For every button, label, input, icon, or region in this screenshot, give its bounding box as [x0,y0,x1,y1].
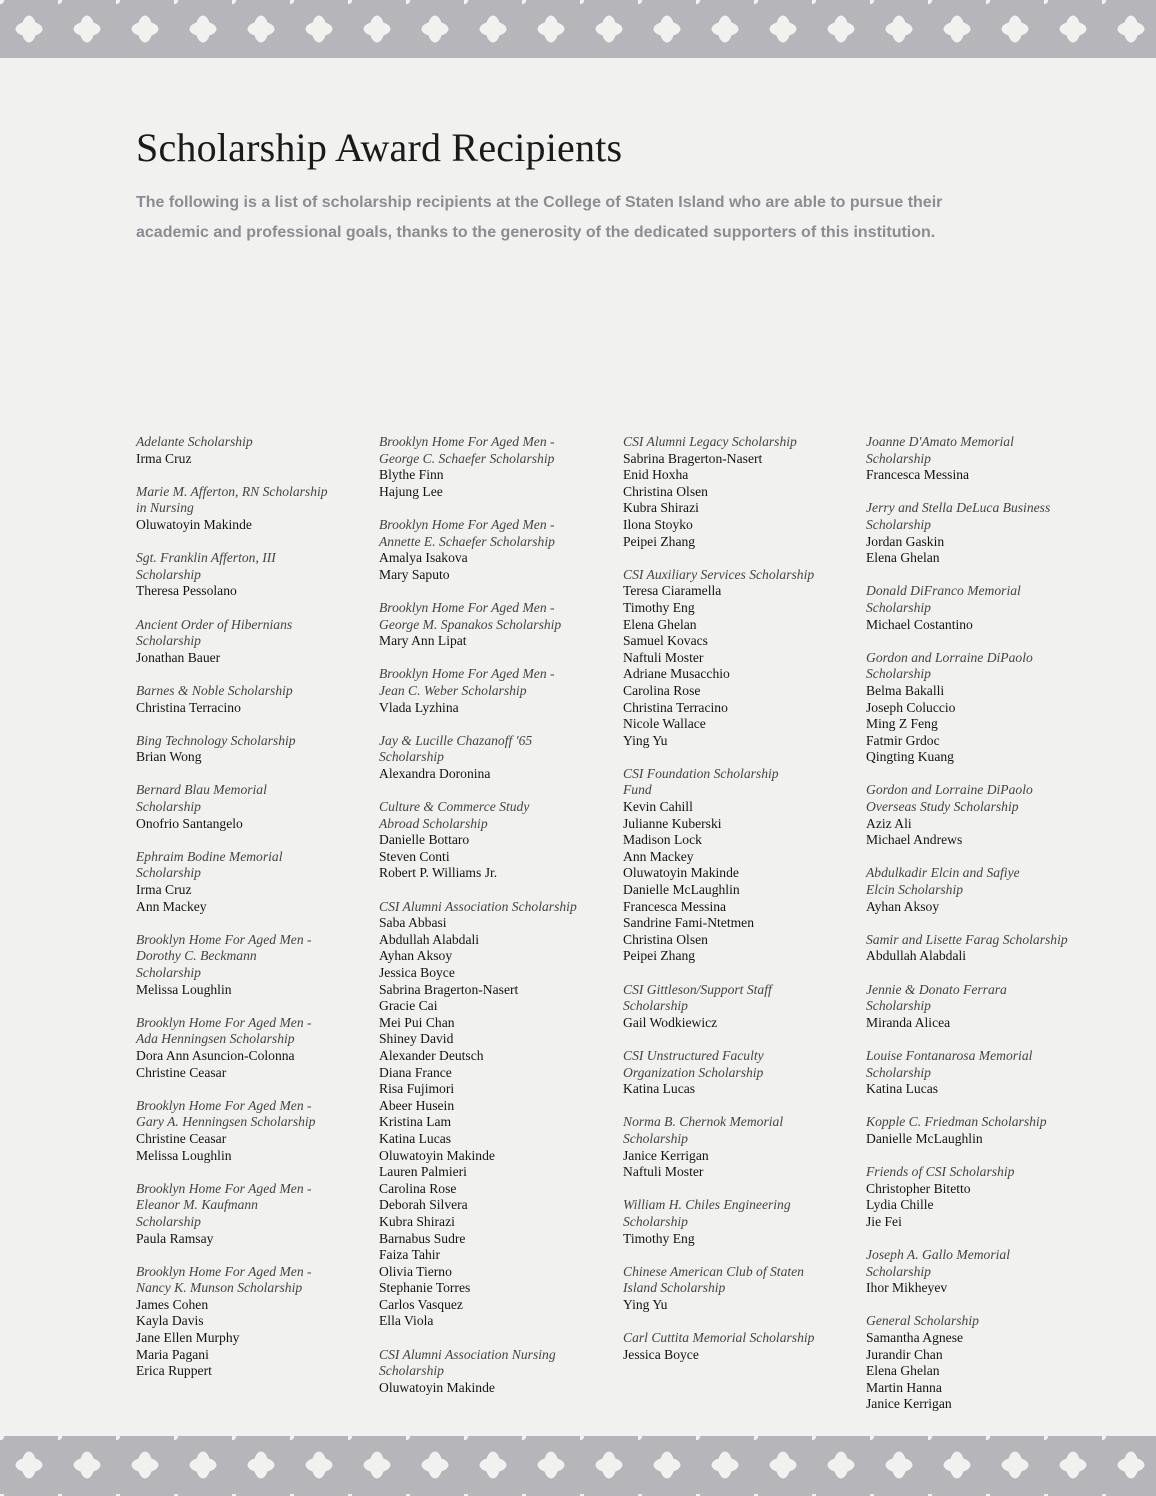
scholarship-group [136,484,328,534]
recipient-name: Brian Wong [136,749,202,765]
scholarship-name: Adelante Scholarship [136,434,253,449]
recipient-name: Julianne Kuberski [623,815,722,831]
recipient-name: Risa Fujimori [379,1081,455,1097]
intro-paragraph: The following is a list of scholarship recipients at the College of Staten Island who are able to pursue their academic and professional goals, thanks to the generosity of the dedicated supporters of this institution. [136,194,943,241]
recipient-name: Carlos Vasquez [379,1296,463,1312]
scholarship-group [866,1247,1068,1297]
recipient-name: Kristina Lam [379,1114,452,1130]
scholarship-group [623,1197,814,1247]
recipient-name: Katina Lucas [623,1081,696,1097]
recipient-name: Timothy Eng [623,1230,695,1246]
scholarship-group [379,434,577,500]
scholarship-name: Scholarship [623,1130,688,1146]
scholarship-name: Marie M. Afferton, RN Scholarship [136,483,328,499]
recipient-name: Irma Cruz [136,882,192,898]
scholarship-group [866,982,1068,1032]
recipient-name: Jurandir Chan [866,1346,943,1362]
recipient-name: Joseph Coluccio [866,699,956,715]
recipient-name: Vlada Lyzhina [379,699,459,715]
recipient-name: Naftuli Moster [623,649,704,665]
scholarship-group [379,1347,577,1397]
recipient-name: Carolina Rose [623,682,701,698]
scholarship-group [136,617,328,667]
recipient-name: Belma Bakalli [866,682,945,698]
recipient-name: Michael Andrews [866,832,963,848]
recipient-name: Oluwatoyin Makinde [379,1379,495,1395]
scholarship-name: Carl Cuttita Memorial Scholarship [623,1330,815,1346]
recipient-name: Christine Ceasar [136,1130,227,1146]
scholarship-name: Gordon and Lorraine DiPaolo [866,782,1033,798]
scholarship-name: Friends of CSI Scholarship [866,1164,1015,1180]
scholarship-group [623,567,814,750]
recipient-name: Ilona Stoyko [623,516,693,532]
scholarship-name: Gordon and Lorraine DiPaolo [866,649,1033,665]
scholarship-group [136,1264,328,1380]
recipient-name: Katina Lucas [866,1081,939,1097]
recipient-name: Christine Ceasar [136,1064,227,1080]
recipient-name: Lydia Chille [866,1197,934,1213]
scholarship-name: Donald DiFranco Memorial [866,583,1021,599]
recipient-name: Enid Hoxha [623,467,689,483]
scholarship-group [866,650,1068,766]
recipient-name: Elena Ghelan [623,616,697,632]
scholarship-name: Scholarship [136,1213,201,1229]
scholarship-name: Scholarship [866,516,931,532]
scholarship-name: Scholarship [866,666,931,682]
scholarship-group [379,899,577,1330]
scholarship-group [866,782,1068,848]
scholarship-column-1 [136,434,328,1396]
scholarship-name: Ancient Order of Hibernians [136,616,293,632]
recipient-name: Danielle Bottaro [379,832,470,848]
scholarship-name: Scholarship [136,566,201,582]
scholarship-name: Ada Henningsen Scholarship [136,1031,295,1047]
scholarship-name: Chinese American Club of Staten [623,1263,804,1279]
scholarship-name: CSI Foundation Scholarship [623,765,779,781]
recipient-name: Amalya Isakova [379,550,468,566]
scholarship-group [136,849,328,915]
recipient-name: Nicole Wallace [623,716,706,732]
recipient-name: Francesca Messina [623,898,727,914]
recipient-name: Alexander Deutsch [379,1047,484,1063]
scholarship-group [866,500,1068,566]
recipient-name: Ying Yu [623,1296,668,1312]
scholarship-group [136,733,328,766]
recipient-name: Gail Wodkiewicz [623,1014,718,1030]
scholarship-name: Abdulkadir Elcin and Safiye [866,865,1020,881]
scholarship-name: CSI Alumni Legacy Scholarship [623,434,797,449]
recipient-name: Onofrio Santangelo [136,815,243,831]
recipient-name: Jie Fei [866,1213,902,1229]
recipient-name: Danielle McLaughlin [623,882,740,898]
recipient-name: Ming Z Feng [866,716,938,732]
recipient-name: James Cohen [136,1296,209,1312]
scholarship-name: Overseas Study Scholarship [866,799,1019,815]
recipient-name: Steven Conti [379,848,450,864]
recipient-name: Dora Ann Asuncion-Colonna [136,1047,295,1063]
scholarship-column-2 [379,434,577,1413]
scholarship-name: Scholarship [866,998,931,1014]
recipient-name: Ayhan Aksoy [379,948,453,964]
scholarship-name: in Nursing [136,500,194,516]
scholarship-name: Scholarship [623,1213,688,1229]
scholarship-name: CSI Alumni Association Scholarship [379,898,577,914]
recipient-name: Lauren Palmieri [379,1164,467,1180]
recipient-name: Timothy Eng [623,599,695,615]
recipient-name: Teresa Ciaramella [623,583,722,599]
scholarship-name: George C. Schaefer Scholarship [379,450,555,466]
scholarship-name: Ephraim Bodine Memorial [136,848,283,864]
recipient-name: Melissa Loughlin [136,1147,232,1163]
recipient-name: Aziz Ali [866,815,912,831]
scholarship-name: Brooklyn Home For Aged Men - [136,1014,312,1030]
recipient-name: Melissa Loughlin [136,981,232,997]
scholarship-group [379,517,577,583]
scholarship-name: Norma B. Chernok Memorial [623,1114,784,1130]
recipient-name: Martin Hanna [866,1379,942,1395]
scholarship-name: Scholarship [866,1064,931,1080]
recipient-name: Kevin Cahill [623,799,693,815]
scholarship-group [623,1330,814,1363]
scholarship-name: Joseph A. Gallo Memorial [866,1247,1010,1263]
scholarship-name: Louise Fontanarosa Memorial [866,1047,1033,1063]
recipient-name: Jane Ellen Murphy [136,1330,240,1346]
scholarship-name: Scholarship [866,450,931,466]
scholarship-name: Annette E. Schaefer Scholarship [379,533,555,549]
scholarship-name: CSI Auxiliary Services Scholarship [623,566,815,582]
scholarship-name: CSI Alumni Association Nursing [379,1346,556,1362]
scholarship-name: Kopple C. Friedman Scholarship [866,1114,1047,1130]
scholarship-group [623,766,814,965]
recipient-name: Robert P. Williams Jr. [379,865,498,881]
recipient-name: Samantha Agnese [866,1330,964,1346]
scholarship-name: Gary A. Henningsen Scholarship [136,1114,316,1130]
recipient-name: Jonathan Bauer [136,649,221,665]
recipient-name: Peipei Zhang [623,533,696,549]
recipient-name: Janice Kerrigan [866,1396,952,1412]
recipient-name: Kubra Shirazi [379,1213,455,1229]
recipient-name: Paula Ramsay [136,1230,214,1246]
page-title: Scholarship Award Recipients [136,125,623,170]
scholarship-group [379,666,577,716]
recipient-name: Samuel Kovacs [623,633,708,649]
recipient-name: Alexandra Doronina [379,765,491,781]
scholarship-name: CSI Unstructured Faculty [623,1047,764,1063]
scholarship-name: Organization Scholarship [623,1064,764,1080]
recipient-name: Ann Mackey [623,848,694,864]
recipient-name: Francesca Messina [866,467,970,483]
scholarship-group [136,1181,328,1247]
scholarship-column-3 [623,434,814,1380]
decorative-border-bottom [0,1436,1156,1496]
scholarship-group [623,1114,814,1180]
scholarship-group [136,1015,328,1081]
scholarship-group [136,434,328,467]
recipient-name: Madison Lock [623,832,702,848]
scholarship-group [379,600,577,650]
scholarship-name: Brooklyn Home For Aged Men - [379,516,555,532]
recipient-name: Abdullah Alabdali [379,931,480,947]
recipient-name: Fatmir Grdoc [866,732,940,748]
scholarship-name: General Scholarship [866,1313,979,1329]
recipient-name: Blythe Finn [379,467,444,483]
scholarship-group [136,683,328,716]
recipient-name: Sandrine Fami-Ntetmen [623,915,754,931]
scholarship-name: William H. Chiles Engineering [623,1197,791,1213]
scholarship-group [866,932,1068,965]
recipient-name: Stephanie Torres [379,1280,471,1296]
scholarship-group [866,434,1068,484]
recipient-name: Ying Yu [623,732,668,748]
scholarship-name: Brooklyn Home For Aged Men - [136,1097,312,1113]
recipient-name: Christina Olsen [623,931,708,947]
recipient-name: Hajung Lee [379,483,443,499]
scholarship-name: Brooklyn Home For Aged Men - [379,599,555,615]
scholarship-name: Brooklyn Home For Aged Men - [379,666,555,682]
scholarship-name: Samir and Lisette Farag Scholarship [866,931,1068,947]
recipient-name: Peipei Zhang [623,948,696,964]
scholarship-name: Jerry and Stella DeLuca Business [866,500,1051,516]
recipient-name: Kubra Shirazi [623,500,699,516]
scholarship-group [623,1264,814,1314]
scholarship-group [866,865,1068,915]
recipient-name: Olivia Tierno [379,1263,452,1279]
scholarship-group [623,434,814,550]
scholarship-group [866,1313,1068,1413]
recipient-name: Oluwatoyin Makinde [623,865,739,881]
recipient-name: Danielle McLaughlin [866,1130,983,1146]
recipient-name: Mary Ann Lipat [379,633,467,649]
recipient-name: Christopher Bitetto [866,1180,971,1196]
recipient-name: Adriane Musacchio [623,666,730,682]
scholarship-group [136,782,328,832]
recipient-name: Michael Costantino [866,616,973,632]
recipient-name: Sabrina Bragerton-Nasert [379,981,519,997]
recipient-name: Faiza Tahir [379,1247,441,1263]
scholarship-name: Abroad Scholarship [379,815,488,831]
recipient-name: Miranda Alicea [866,1014,951,1030]
scholarship-name: Joanne D'Amato Memorial [866,434,1014,449]
scholarship-name: Scholarship [866,1263,931,1279]
recipient-name: Abeer Husein [379,1097,455,1113]
scholarship-name: Scholarship [379,1363,444,1379]
scholarship-name: Dorothy C. Beckmann [136,948,257,964]
recipient-name: Oluwatoyin Makinde [136,516,252,532]
scholarship-name: Brooklyn Home For Aged Men - [136,931,312,947]
recipient-name: Erica Ruppert [136,1363,212,1379]
scholarship-name: Brooklyn Home For Aged Men - [136,1263,312,1279]
recipient-name: Katina Lucas [379,1130,452,1146]
scholarship-group [866,1164,1068,1230]
scholarship-name: Sgt. Franklin Afferton, III [136,550,276,566]
recipient-name: Ayhan Aksoy [866,898,940,914]
recipient-name: Gracie Cai [379,998,438,1014]
scholarship-name: Scholarship [136,965,201,980]
scholarship-group [866,1048,1068,1098]
scholarship-group [866,1114,1068,1147]
recipient-name: Abdullah Alabdali [866,948,967,964]
scholarship-name: Jean C. Weber Scholarship [379,682,527,698]
scholarship-group [866,583,1068,633]
scholarship-name: Scholarship [866,599,931,615]
scholarship-name: Bernard Blau Memorial [136,782,267,798]
recipient-name: Oluwatoyin Makinde [379,1147,495,1163]
scholarship-column-4 [866,434,1068,1430]
scholarship-group [623,982,814,1032]
recipient-name: Ihor Mikheyev [866,1280,948,1296]
recipient-name: Carolina Rose [379,1180,457,1196]
scholarship-group [136,1098,328,1164]
recipient-name: Maria Pagani [136,1346,209,1362]
recipient-name: Kayla Davis [136,1313,204,1329]
recipient-name: Irma Cruz [136,450,192,466]
scholarship-name: Scholarship [623,998,688,1014]
scholarship-group [136,550,328,600]
decorative-border-top [0,0,1156,58]
recipient-name: Diana France [379,1064,452,1080]
recipient-name: Jessica Boyce [623,1346,699,1362]
scholarship-group [379,733,577,783]
recipient-name: Saba Abbasi [379,915,447,931]
scholarship-group [623,1048,814,1098]
recipient-name: Janice Kerrigan [623,1147,709,1163]
recipient-name: Deborah Silvera [379,1197,468,1213]
scholarship-name: Scholarship [136,865,201,881]
scholarship-name: George M. Spanakos Scholarship [379,616,562,632]
scholarship-group [136,932,328,998]
recipient-name: Elena Ghelan [866,1363,940,1379]
scholarship-name: Island Scholarship [623,1280,726,1296]
scholarship-name: Jennie & Donato Ferrara [866,981,1007,997]
scholarship-name: Brooklyn Home For Aged Men - [136,1180,312,1196]
scholarship-name: Elcin Scholarship [866,882,964,898]
recipient-name: Mei Pui Chan [379,1014,455,1030]
recipient-name: Jessica Boyce [379,965,455,980]
scholarship-name: Nancy K. Munson Scholarship [136,1280,303,1296]
scholarship-name: Scholarship [136,799,201,815]
recipient-name: Jordan Gaskin [866,533,945,549]
scholarship-name: Culture & Commerce Study [379,799,530,815]
recipient-name: Christina Olsen [623,483,708,499]
recipient-name: Sabrina Bragerton-Nasert [623,450,763,466]
recipient-name: Elena Ghelan [866,550,940,566]
recipient-name: Naftuli Moster [623,1164,704,1180]
scholarship-name: Barnes & Noble Scholarship [136,682,293,698]
scholarship-name: Bing Technology Scholarship [136,732,296,748]
recipient-name: Qingting Kuang [866,749,954,765]
scholarship-group [379,799,577,882]
recipient-name: Christina Terracino [136,699,241,715]
recipient-name: Ella Viola [379,1313,434,1329]
scholarship-name: CSI Gittleson/Support Staff [623,981,772,997]
recipient-name: Ann Mackey [136,898,207,914]
recipient-name: Mary Saputo [379,566,450,582]
scholarship-name: Scholarship [136,633,201,649]
scholarship-name: Eleanor M. Kaufmann [136,1197,258,1213]
scholarship-name: Fund [623,782,652,798]
scholarship-name: Jay & Lucille Chazanoff '65 [379,732,533,748]
recipient-name: Christina Terracino [623,699,728,715]
recipient-name: Theresa Pessolano [136,583,237,599]
recipient-name: Shiney David [379,1031,454,1047]
recipient-name: Barnabus Sudre [379,1230,466,1246]
scholarship-name: Scholarship [379,749,444,765]
scholarship-name: Brooklyn Home For Aged Men - [379,434,555,449]
